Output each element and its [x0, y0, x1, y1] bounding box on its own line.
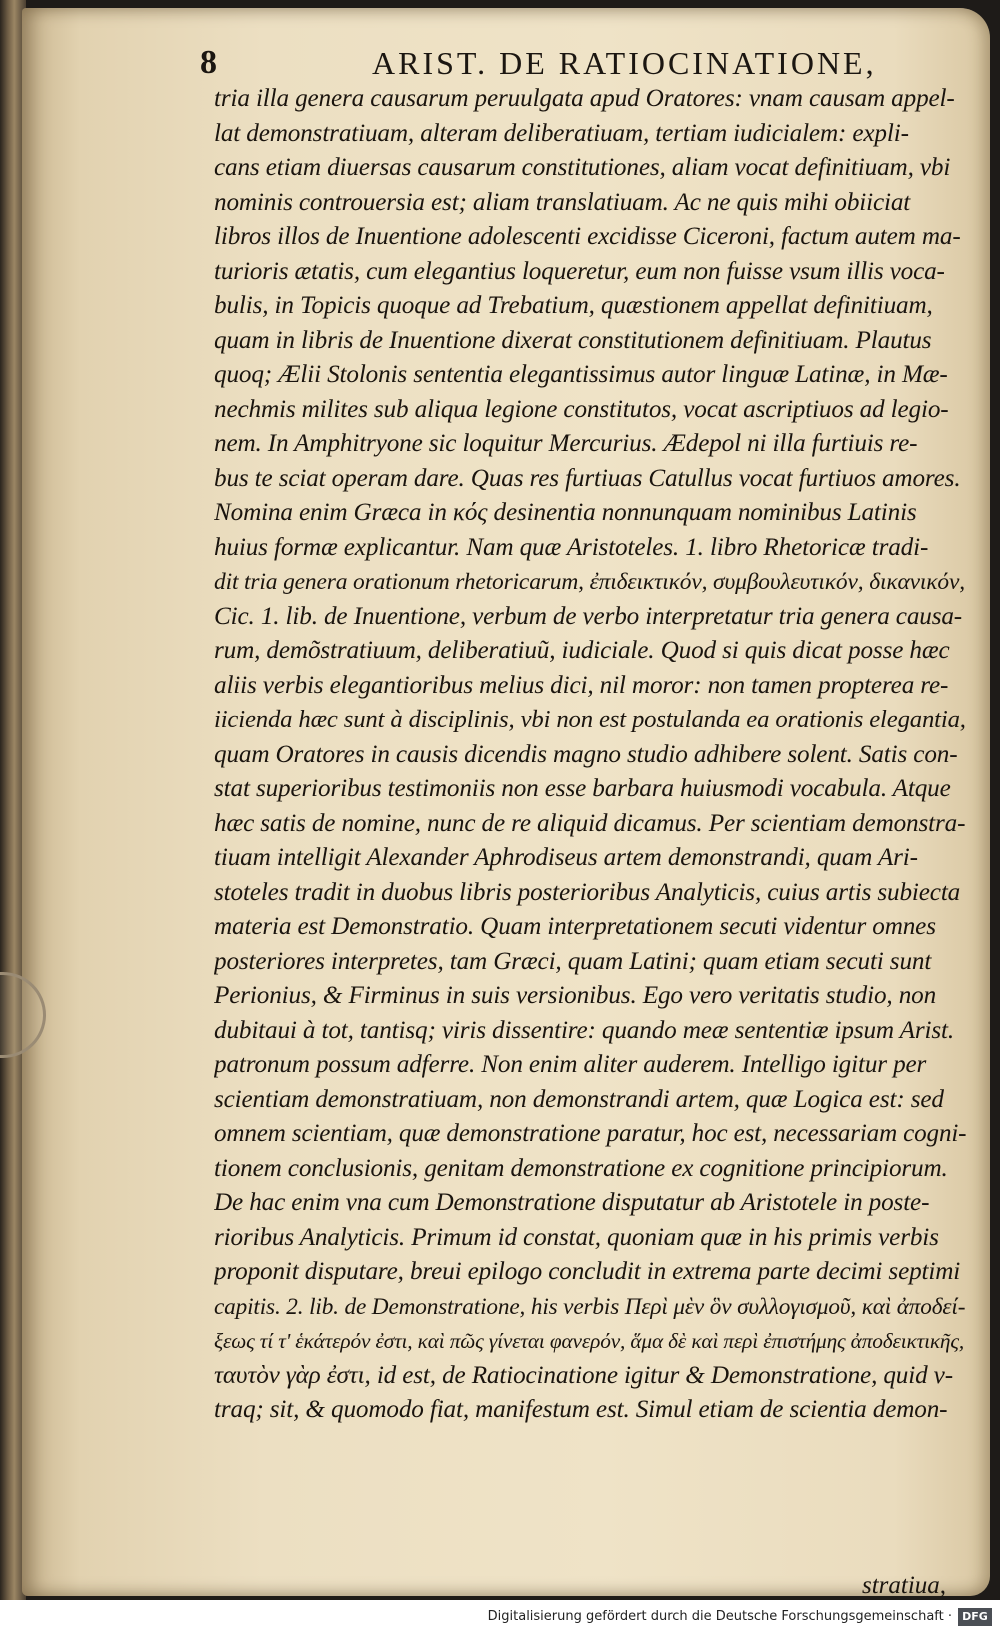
text-line: lat demonstratiuam, alteram deliberatiuam, tertiam iudicialem: expli-	[214, 119, 909, 147]
text-line: iicienda hæc sunt à disciplinis, vbi non est postulanda ea orationis elegantia,	[214, 706, 966, 733]
page-number: 8	[200, 44, 217, 81]
text-line: nem. In Amphitryone sic loquitur Mercurius. Ædepol ni illa furtiuis re-	[214, 430, 918, 457]
text-line: De hac enim vna cum Demonstratione disputatur ab Aristotele in poste-	[214, 1189, 930, 1216]
text-line: scientiam demonstratiuam, non demonstrandi artem, quæ Logica est: sed	[214, 1085, 944, 1113]
text-line: Perionius, & Firminus in suis versionibus. Ego vero veritatis studio, non	[214, 982, 937, 1009]
text-line: huius formæ explicantur. Nam quæ Aristoteles. 1. libro Rhetoricæ tradi-	[214, 533, 929, 561]
text-line: tria illa genera causarum peruulgata apud Oratores: vnam causam appel-	[214, 85, 955, 112]
text-line: stat superioribus testimoniis non esse barbara huiusmodi vocabula. Atque	[214, 775, 951, 802]
text-line: rioribus Analyticis. Primum id constat, quoniam quæ in his primis verbis	[214, 1223, 939, 1251]
text-line: Cic. 1. lib. de Inuentione, verbum de verbo interpretatur tria genera causa-	[214, 602, 963, 630]
text-line: materia est Demonstratio. Quam interpretationem secuti videntur omnes	[214, 913, 936, 940]
text-line: capitis. 2. lib. de Demonstratione, his verbis Περὶ μὲν ὃν συλλογισμοῦ, καὶ ἀποδεί-	[214, 1293, 966, 1320]
text-line: dit tria genera orationum rhetoricarum, ἐπιδεικτικόν, συμβουλευτικόν, δικανικόν,	[214, 569, 965, 595]
body-text	[214, 82, 966, 1428]
text-line: libros illos de Inuentione adolescenti excidisse Ciceroni, factum autem ma-	[214, 223, 961, 250]
text-line: stoteles tradit in duobus libris posterioribus Analyticis, cuius artis subiecta	[214, 878, 961, 906]
text-line: hæc satis de nomine, nunc de re aliquid dicamus. Per scientiam demonstra-	[214, 809, 966, 837]
text-line: bulis, in Topicis quoque ad Trebatium, quæstionem appellat definitiuam,	[214, 292, 933, 319]
dfg-logo: DFG	[958, 1608, 992, 1626]
text-line: quam Oratores in causis dicendis magno studio adhibere solent. Satis con-	[214, 740, 958, 768]
text-line: aliis verbis elegantioribus melius dici, nil moror: non tamen propterea re-	[214, 671, 949, 699]
text-line: quoq; Ælii Stolonis sententia elegantissimus autor linguæ Latinæ, in Mæ-	[214, 361, 948, 388]
text-line: posteriores interpretes, tam Græci, quam Latini; quam etiam secuti sunt	[214, 947, 932, 975]
text-line: nechmis milites sub aliqua legione constitutos, vocat ascriptiuos ad legio-	[214, 395, 949, 423]
text-line: rum, demõstratiuum, deliberatiuũ, iudiciale. Quod si quis dicat posse hæc	[214, 637, 950, 664]
text-line: nominis controuersia est; aliam translatiuam. Ac ne quis mihi obiiciat	[214, 188, 911, 216]
text-line: Nomina enim Græca in κός desinentia nonnunquam nominibus Latinis	[214, 499, 917, 526]
text-line: cans etiam diuersas causarum constitutiones, aliam vocat definitiuam, vbi	[214, 154, 951, 181]
text-line: proponit disputare, breui epilogo concludit in extrema parte decimi septimi	[214, 1258, 961, 1285]
catchword: stratiua,	[862, 1572, 947, 1599]
text-line: patronum possum adferre. Non enim aliter auderem. Intelligo igitur per	[214, 1051, 927, 1078]
running-head	[200, 42, 960, 84]
text-line: tionem conclusionis, genitam demonstratione ex cognitione principiorum.	[214, 1154, 948, 1182]
text-line: turioris ætatis, cum elegantius loqueretur, eum non fuisse vsum illis voca-	[214, 257, 945, 285]
text-line: bus te sciat operam dare. Quas res furtiuas Catullus vocat furtiuos amores.	[214, 464, 961, 492]
footer-bar	[0, 1600, 1000, 1636]
digitization-credit: Digitalisierung gefördert durch die Deutsche Forschungsgemeinschaft ·	[487, 1609, 952, 1624]
running-title: ARIST. DE RATIOCINATIONE,	[372, 45, 877, 81]
text-line: tiuam intelligit Alexander Aphrodiseus artem demonstrandi, quam Ari-	[214, 844, 918, 871]
text-line: omnem scientiam, quæ demonstratione paratur, hoc est, necessariam cogni-	[214, 1120, 966, 1147]
text-line: quam in libris de Inuentione dixerat constitutionem definitiuam. Plautus	[214, 326, 932, 354]
text-line: ξεως τί τ' ἑκάτερόν ἐστι, καὶ πῶς γίνεται φανερόν, ἅμα δὲ καὶ περὶ ἐπιστήμης ἀποδεικτικῆς,	[214, 1329, 965, 1353]
text-line: ταυτὸν γὰρ ἐστι, id est, de Ratiocinatione igitur & Demonstratione, quid v-	[214, 1361, 953, 1389]
text-line: traq; sit, & quomodo fiat, manifestum est. Simul etiam de scientia demon-	[214, 1396, 948, 1423]
text-line: dubitaui à tot, tantisq; viris dissentire: quando meæ sententiæ ipsum Arist.	[214, 1016, 955, 1044]
